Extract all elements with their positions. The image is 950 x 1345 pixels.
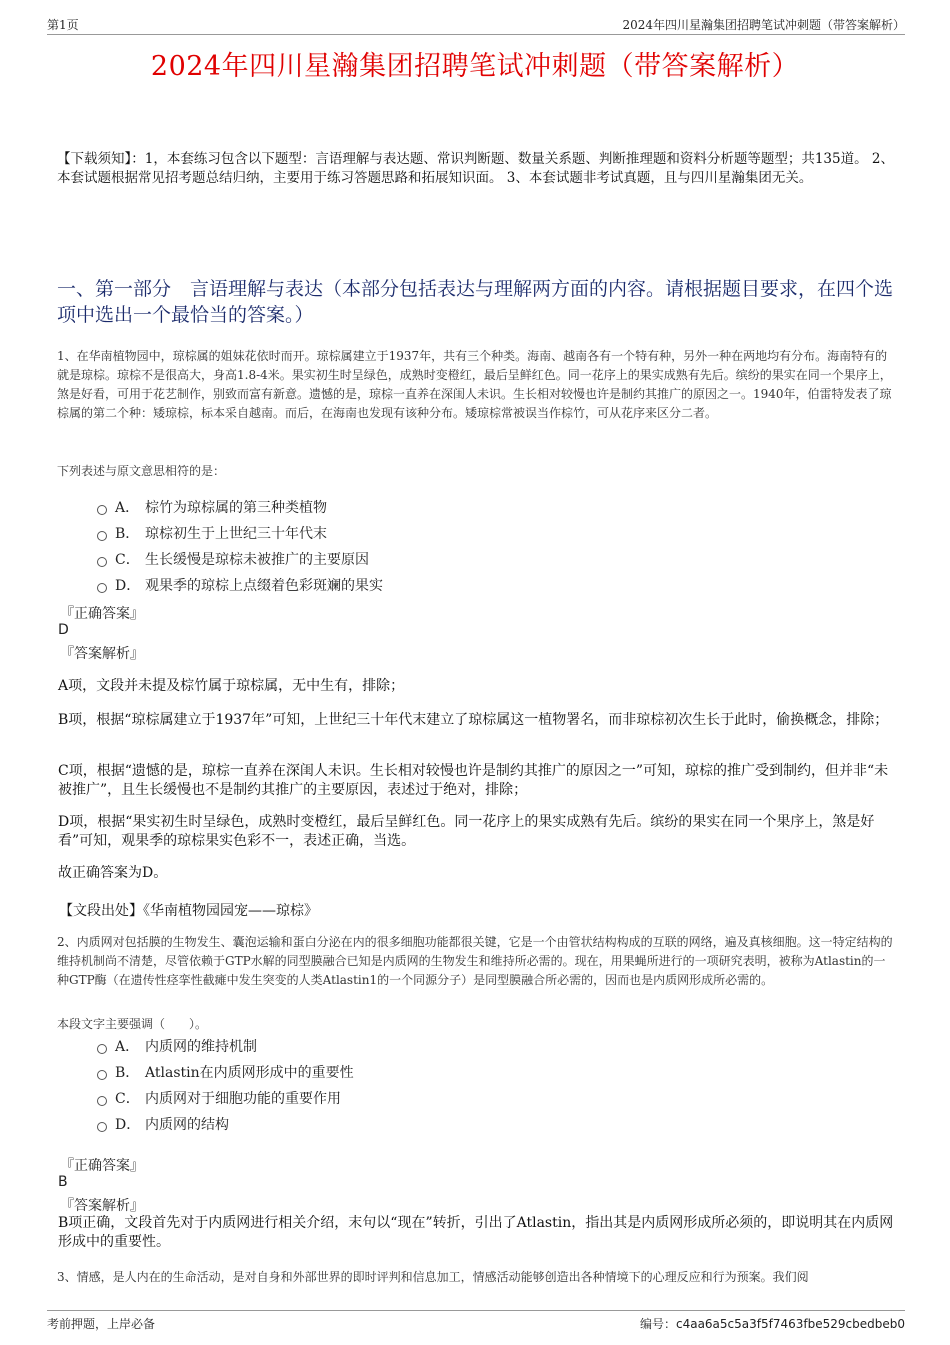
option-letter: B． <box>115 526 140 542</box>
q1-option-c[interactable] <box>97 549 369 569</box>
option-letter: A． <box>115 500 140 516</box>
q1-conclusion: 故正确答案为D。 <box>58 865 168 881</box>
q2-explain-label: 『答案解析』 <box>60 1198 144 1214</box>
q1-explain-a: A项，文段并未提及棕竹属于琼棕属，无中生有，排除； <box>58 678 405 694</box>
option-text: Atlastin在内质网形成中的重要性 <box>145 1065 354 1081</box>
document-title: 2024年四川星瀚集团招聘笔试冲刺题（带答案解析） <box>150 51 800 82</box>
q1-explain-c: C项，根据“遗憾的是，琼棕一直养在深闺人未识。生长相对较慢也许是制约其推广的原因之一”可知，琼棕的推广受到制约，但并非“未被推广”，且生长缓慢也不是制约其推广的主要原因，表述过于绝对，排除； <box>58 763 889 798</box>
q1-source: 【文段出处】《华南植物园园宠——琼棕》 <box>59 903 318 919</box>
radio-icon[interactable] <box>97 1044 107 1054</box>
option-letter: B． <box>115 1065 140 1081</box>
radio-icon[interactable] <box>97 583 107 593</box>
radio-icon[interactable] <box>97 1122 107 1132</box>
q2-explain: B项正确，文段首先对于内质网进行相关介绍，末句以“现在”转折，引出了Atlastin，指出其是内质网形成所必须的，即说明其在内质网形成中的重要性。 <box>58 1215 894 1250</box>
section-heading: 一、第一部分 言语理解与表达（本部分包括表达与理解两方面的内容。请根据题目要求，在四个选项中选出一个最恰当的答案。） <box>57 278 894 326</box>
q1-explain-label: 『答案解析』 <box>60 646 144 662</box>
page-header <box>47 16 905 35</box>
option-letter: C． <box>115 1091 140 1107</box>
page-number: 第1页 <box>47 18 79 32</box>
q1-explain-b: B项，根据“琼棕属建立于1937年”可知，上世纪三十年代末建立了琼棕属这一植物署名，而非琼棕初次生长于此时，偷换概念，排除； <box>58 712 889 728</box>
header-doc-title: 2024年四川星瀚集团招聘笔试冲刺题（带答案解析） <box>622 18 905 32</box>
q1-explain-d: D项，根据“果实初生时呈绿色，成熟时变橙红，最后呈鲜红色。同一花序上的果实成熟有先后。缤纷的果实在同一个果序上，煞是好看”可知，观果季的琼棕果实色彩不一，表述正确，当选。 <box>58 814 875 849</box>
option-text: 生长缓慢是琼棕未被推广的主要原因 <box>145 552 369 568</box>
q1-option-b[interactable] <box>97 523 327 543</box>
q2-answer: B <box>58 1174 68 1190</box>
option-text: 内质网对于细胞功能的重要作用 <box>145 1091 341 1107</box>
radio-icon[interactable] <box>97 557 107 567</box>
q1-option-a[interactable] <box>97 497 327 517</box>
radio-icon[interactable] <box>97 531 107 541</box>
option-letter: C． <box>115 552 140 568</box>
option-letter: D． <box>115 578 141 594</box>
q1-answer-label: 『正确答案』 <box>60 606 144 622</box>
question-2-text: 2、内质网对包括膜的生物发生、囊泡运输和蛋白分泌在内的很多细胞功能都很关键，它是一个由管状结构构成的互联的网络，遍及真核细胞。这一特定结构的维持机制尚不清楚，尽管依赖于GTP水解的同型膜融合已知是内质网的生物发生和维持所必需的。现在，用果蝇所进行的一项研究表明，被称为Atlastin的一种GTP酶（在遗传性痉挛性截瘫中发生突变的人类Atlastin1的一个同源分子）是同型膜融合所必需的，因而也是内质网形成所必需的。 <box>57 935 893 987</box>
q2-option-b[interactable] <box>97 1062 354 1082</box>
q2-option-a[interactable] <box>97 1036 257 1056</box>
q1-option-d[interactable] <box>97 575 383 595</box>
footer-slogan: 考前押题，上岸必备 <box>47 1317 156 1331</box>
option-text: 内质网的结构 <box>145 1117 229 1133</box>
option-letter: A． <box>115 1039 140 1055</box>
option-letter: D． <box>115 1117 141 1133</box>
question-2-prompt: 本段文字主要强调（ ）。 <box>57 1017 208 1031</box>
q1-answer: D <box>58 622 69 638</box>
footer-code-label: 编号： <box>639 1317 676 1331</box>
q2-answer-label: 『正确答案』 <box>60 1158 144 1174</box>
radio-icon[interactable] <box>97 1096 107 1106</box>
footer-code <box>640 1315 905 1332</box>
q2-option-d[interactable] <box>97 1114 229 1134</box>
page-footer <box>47 1310 905 1331</box>
q2-option-c[interactable] <box>97 1088 341 1108</box>
option-text: 琼棕初生于上世纪三十年代末 <box>145 526 327 542</box>
option-text: 棕竹为琼棕属的第三种类植物 <box>145 500 327 516</box>
radio-icon[interactable] <box>97 1070 107 1080</box>
question-1-prompt: 下列表述与原文意思相符的是： <box>57 464 226 478</box>
question-1-text: 1、在华南植物园中，琼棕属的姐妹花依时而开。琼棕属建立于1937年，共有三个种类。海南、越南各有一个特有种，另外一种在两地均有分布。海南特有的就是琼棕。琼棕不是很高大，身高1.8-4米。果实初生时呈绿色，成熟时变橙红，最后呈鲜红色。同一花序上的果实成熟有先后。缤纷的果实在同一个果序上，煞是好看，可用于花艺制作，别致而富有新意。遗憾的是，琼棕一直养在深闺人未识。生长相对较慢也许是制约其推广的原因之一。1940年，伯雷特发表了琼棕属的第二个种：矮琼棕，标本采自越南。而后，在海南也发现有该种分布。矮琼棕常被误当作棕竹，可从花序来区分二者。 <box>57 349 892 420</box>
option-text: 内质网的维持机制 <box>145 1039 257 1055</box>
radio-icon[interactable] <box>97 505 107 515</box>
footer-code-value: c4aa6a5c5a3f5f7463fbe529cbedbeb0 <box>675 1317 905 1331</box>
question-3-text: 3、情感，是人内在的生命活动，是对自身和外部世界的即时评判和信息加工，情感活动能够创造出各种情境下的心理反应和行为预案。我们阅 <box>57 1270 809 1284</box>
option-text: 观果季的琼棕上点缀着色彩斑斓的果实 <box>145 578 383 594</box>
download-notice: 【下载须知】：1，本套练习包含以下题型：言语理解与表达题、常识判断题、数量关系题、判断推理题和资料分析题等题型；共135道。 2、本套试题根据常见招考题总结归纳，主要用于练习答题思路和拓展知识面。 3、本套试题非考试真题，且与四川星瀚集团无关。 <box>57 151 894 186</box>
